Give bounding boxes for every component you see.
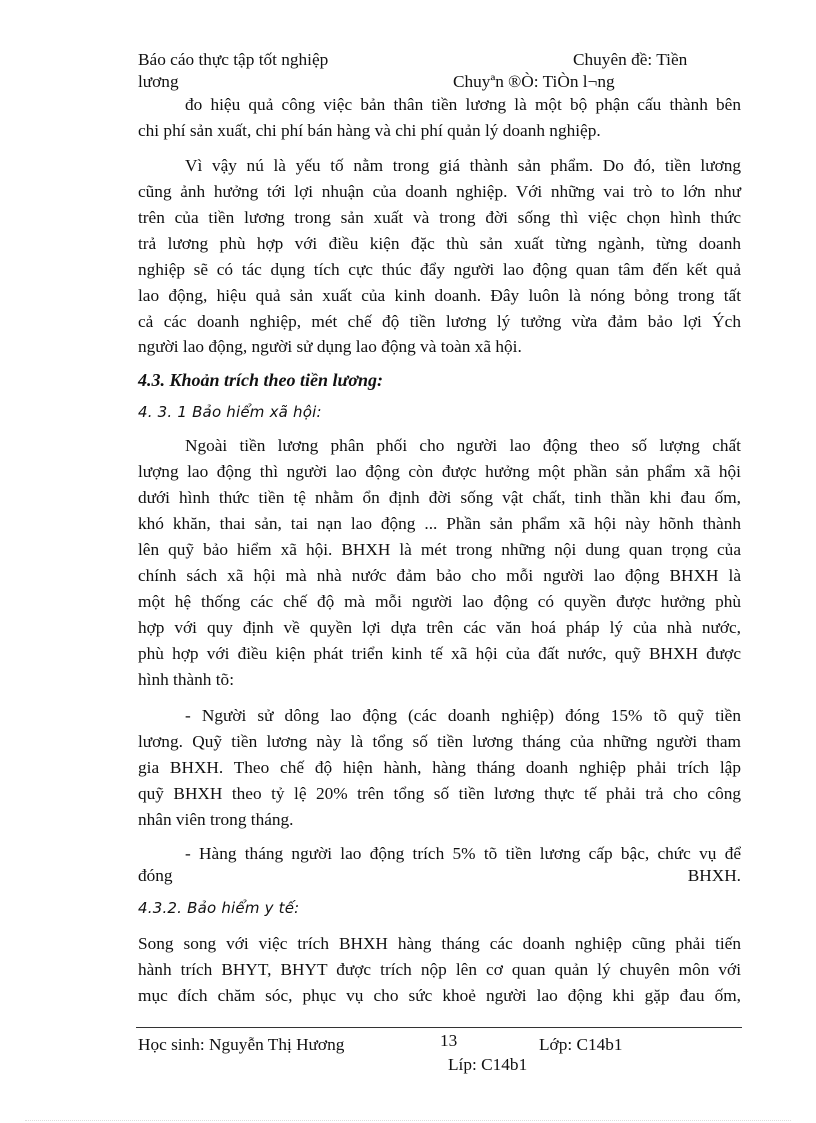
header-left-title: Báo cáo thực tập tốt nghiệp (138, 50, 329, 69)
text-line: mục đích chăm sóc, phục vụ cho sức khoẻ người lao động khi gặp đau ốm, (138, 986, 741, 1005)
header-right-title: Chuyên đề: Tiền (573, 50, 688, 69)
text-line: phù hợp với điều kiện phát triển kinh tế xã hội của đất nước, quỹ BHXH được (138, 644, 741, 663)
text-line: lượng lao động thì người lao động còn được hưởng một phần sản phẩm xã hội (138, 462, 741, 481)
text-line: hình thành tõ: (138, 670, 235, 689)
subsection-heading-social-insurance: 4. 3. 1 Bảo hiểm xã hội: (138, 403, 322, 421)
page-number: 13 (440, 1031, 458, 1050)
text-line: chi phí sản xuất, chi phí bán hàng và chi phí quản lý doanh nghiệp. (138, 121, 601, 140)
text-line: đóng BHXH. (138, 866, 741, 885)
text-line: Song song với việc trích BHXH hàng tháng các doanh nghiệp cũng phải tiến (138, 934, 741, 953)
footer-student-name: Học sinh: Nguyễn Thị Hương (138, 1035, 345, 1054)
text-line: chính sách xã hội mà nhà nước đảm bảo cho mỗi người lao động BHXH là (138, 566, 741, 585)
text-line: hợp với quy định về quyền lợi dựa trên các văn hoá pháp lý của nhà nước, (138, 618, 741, 637)
text-line: trên của tiền lương trong sản xuất và trong đời sống thì việc chọn hình thức (138, 208, 741, 227)
text-line: nhân viên trong tháng. (138, 810, 294, 829)
text-line: một hệ thống các chế độ mà mỗi người lao động có quyền được hưởng phù (138, 592, 741, 611)
subsection-heading-health-insurance: 4.3.2. Bảo hiểm y tế: (138, 899, 300, 917)
text-line: quỹ BHXH theo tỷ lệ 20% trên tổng số tiền lương thực tế phải trả cho công (138, 784, 741, 803)
footer-garbled-class: Líp: C14b1 (448, 1055, 528, 1074)
text-line: khó khăn, thai sản, tai nạn lao động ... Phần sản phẩm xã hội này hõnh thành (138, 514, 741, 533)
text-line: dưới hình thức tiền tệ nhằm ổn định đời sống vật chất, tinh thần khi đau ốm, (138, 488, 741, 507)
section-heading: 4.3. Khoản trích theo tiền lương: (138, 370, 383, 390)
text-line: đo hiệu quả công việc bản thân tiền lương là một bộ phận cấu thành bên (185, 95, 741, 114)
text-line: lao động, hiệu quả sản xuất của kinh doanh. Đây luôn là nóng bỏng trong tất (138, 286, 741, 305)
text-line: - Hàng tháng người lao động trích 5% tõ tiền lương cấp bậc, chức vụ để (185, 844, 741, 863)
text-line: Ngoài tiền lương phân phối cho người lao động theo số lượng chất (185, 436, 741, 455)
text-line: trả lương phù hợp với điều kiện đặc thù sản xuất từng ngành, từng doanh (138, 234, 741, 253)
text-line: - Người sử dông lao động (các doanh nghiệp) đóng 15% tõ quỹ tiền (185, 706, 741, 725)
header-left-continuation: lương (138, 72, 179, 91)
page-edge (25, 1120, 791, 1121)
text-line: cũng ảnh hưởng tới lợi nhuận của doanh nghiệp. Với những vai trò to lớn như (138, 182, 741, 201)
header-garbled-title: Chuyªn ®Ò: TiÒn l¬ng (453, 72, 615, 91)
text-line: hành trích BHYT, BHYT được trích nộp lên cơ quan quản lý chuyên môn với (138, 960, 741, 979)
text-line: cả các doanh nghiệp, mét chế độ tiền lương lý tưởng vừa đảm bảo lợi Ých (138, 312, 741, 331)
text-line: gia BHXH. Theo chế độ hiện hành, hàng tháng doanh nghiệp phải trích lập (138, 758, 741, 777)
text-line: nghiệp sẽ có tác dụng tích cực thúc đẩy người lao động quan tâm đến kết quả (138, 260, 741, 279)
text-line: lương. Quỹ tiền lương này là tổng số tiền lương tháng của những người tham (138, 732, 741, 751)
text-line: lên quỹ bảo hiểm xã hội. BHXH là mét trong những nội dung quan trọng của (138, 540, 741, 559)
footer-divider (136, 1027, 742, 1028)
text-line: Vì vậy nú là yếu tố nằm trong giá thành sản phẩm. Do đó, tiền lương (185, 156, 741, 175)
footer-class: Lớp: C14b1 (539, 1035, 623, 1054)
text-line: người lao động, người sử dụng lao động và toàn xã hội. (138, 337, 522, 356)
